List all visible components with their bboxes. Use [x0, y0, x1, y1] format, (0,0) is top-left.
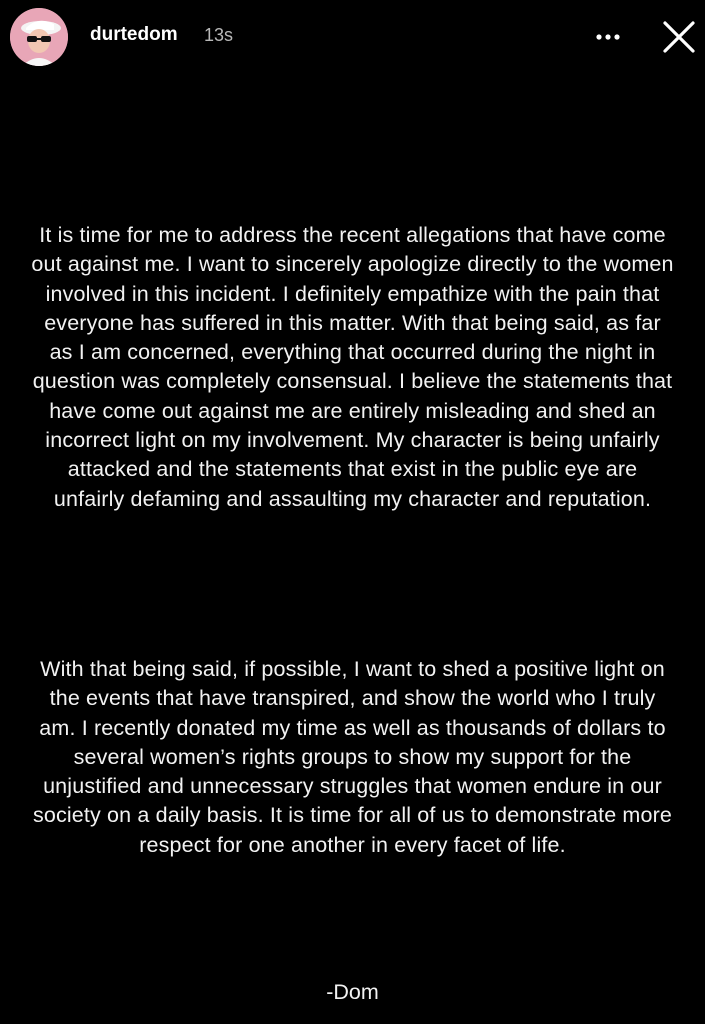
post-timestamp: 13s	[204, 25, 234, 45]
profile-avatar-icon[interactable]	[10, 8, 68, 66]
story-header	[0, 0, 705, 80]
more-options-icon[interactable]	[588, 20, 628, 54]
story-signature: -Dom	[326, 980, 379, 1004]
username[interactable]: durtedom	[90, 24, 178, 45]
close-icon[interactable]	[657, 15, 701, 59]
story-paragraph: With that being said, if possible, I want to shed a positive light on the events that have transpired, and show the world who I truly am. I recently donated my time as well as thousands of dollars to several women’s rights groups to show my support for the unjustified and unnecessary struggles that women endure in our society on a daily basis. It is time for all of us to demonstrate more respect for one another in every facet of life.	[32, 657, 673, 857]
story-paragraph: It is time for me to address the recent allegations that have come out against me. I want to sincerely apologize directly to the women involved in this incident. I definitely empathize with the pain that everyone has suffered in this matter. With that being said, as far as I am concerned, everything that occurred during the night in question was completely consensual. I believe the statements that have come out against me are entirely misleading and shed an incorrect light on my involvement. My character is being unfairly attacked and the statements that exist in the public eye are unfairly defaming and assaulting my character and reputation.	[31, 223, 674, 511]
